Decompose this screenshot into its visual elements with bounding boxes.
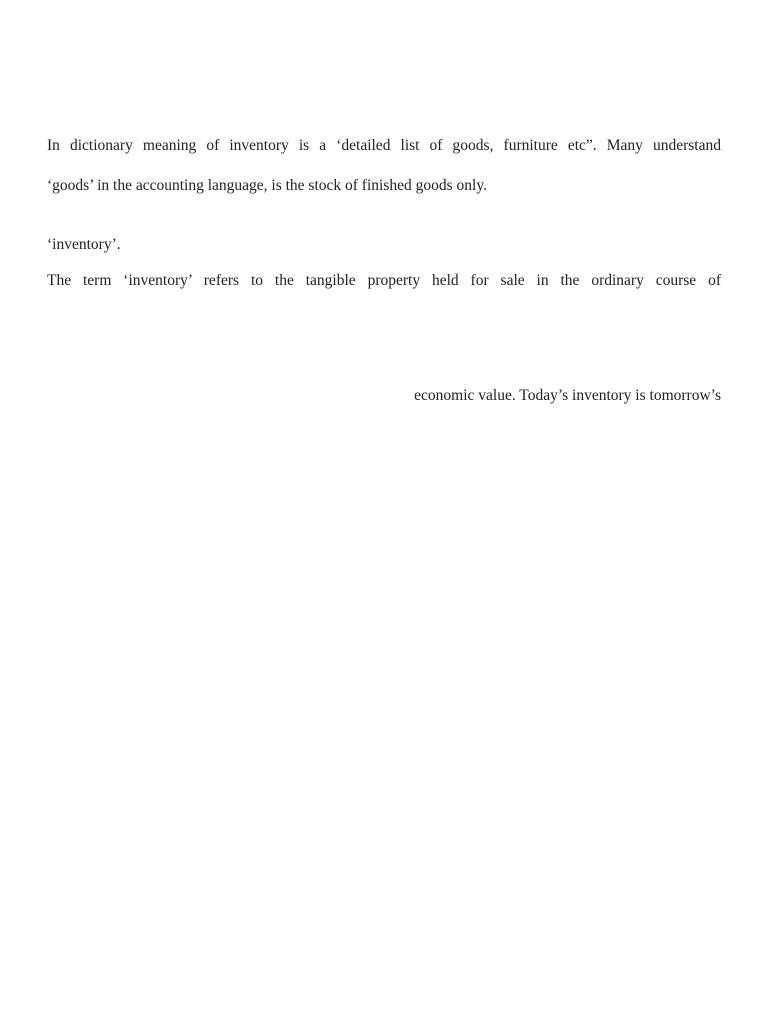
- text-line-3: ‘inventory’.: [47, 236, 121, 253]
- text-line-4: The term ‘inventory’ refers to the tangible property held for sale in the ordinary course of: [47, 272, 721, 289]
- text-line-5: economic value. Today’s inventory is tomorrow’s: [414, 387, 721, 404]
- text-line-1: In dictionary meaning of inventory is a ‘detailed list of goods, furniture etc”. Many understand: [47, 137, 721, 154]
- text-line-2: ‘goods’ in the accounting language, is the stock of finished goods only.: [47, 177, 487, 194]
